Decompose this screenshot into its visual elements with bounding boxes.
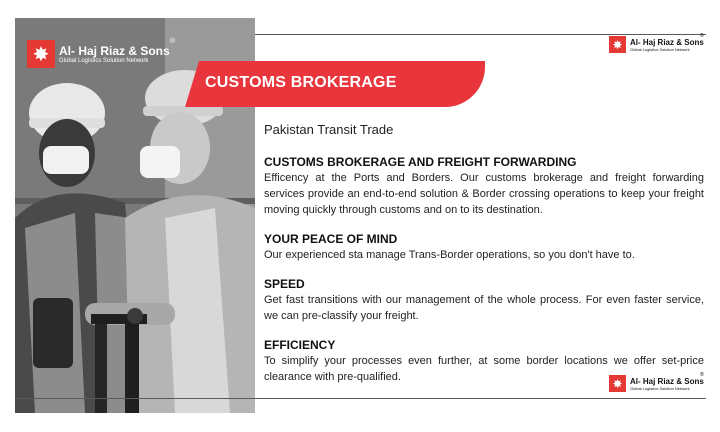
section-body: To simplify your processes even further, at some border locations we offer set-price clearance with pre-qualified. bbox=[264, 355, 704, 383]
page-subtitle: Pakistan Transit Trade bbox=[264, 122, 394, 137]
content-column bbox=[264, 122, 704, 399]
section-body: Get fast transitions with our management of the whole process. For even faster service, we can pre-classify your freight. bbox=[264, 294, 704, 322]
banner-title: CUSTOMS BROKERAGE bbox=[205, 74, 397, 91]
red-star-icon: ✸ bbox=[27, 40, 55, 68]
section-heading: CUSTOMS BROKERAGE AND FREIGHT FORWARDING bbox=[264, 155, 577, 169]
red-star-icon: ✸ bbox=[609, 375, 626, 392]
header-brand-logo bbox=[609, 33, 704, 53]
section-body: Our experienced sta manage Trans-Border operations, so you don't have to. bbox=[264, 249, 635, 261]
bottom-divider bbox=[15, 398, 706, 399]
section-heading: YOUR PEACE OF MIND bbox=[264, 232, 398, 246]
brand-tagline: Global Logistics Solution Network bbox=[630, 385, 690, 391]
registered-mark: ® bbox=[170, 38, 176, 45]
section-peace-of-mind bbox=[264, 232, 704, 263]
photo-brand-logo bbox=[27, 38, 176, 68]
section-heading: SPEED bbox=[264, 277, 305, 291]
registered-mark: ® bbox=[700, 33, 704, 39]
section-customs-brokerage bbox=[264, 155, 704, 218]
brand-name: Al- Haj Riaz & Sons bbox=[59, 44, 170, 58]
section-heading: EFFICIENCY bbox=[264, 338, 336, 352]
section-body: Efficency at the Ports and Borders. Our customs brokerage and freight forwarding services provide an end-to-end solution & Border crossing operations to keep your freight moving quickly through customs and on to its destination. bbox=[264, 172, 704, 216]
red-star-icon: ✸ bbox=[609, 36, 626, 53]
registered-mark: ® bbox=[700, 372, 704, 378]
footer-brand-logo bbox=[609, 372, 704, 392]
brand-name: Al- Haj Riaz & Sons bbox=[630, 37, 704, 47]
section-speed bbox=[264, 277, 704, 324]
brand-name: Al- Haj Riaz & Sons bbox=[630, 376, 704, 386]
brand-tagline: Global Logistics Solution Network bbox=[59, 58, 149, 64]
brand-tagline: Global Logistics Solution Network bbox=[630, 46, 690, 52]
